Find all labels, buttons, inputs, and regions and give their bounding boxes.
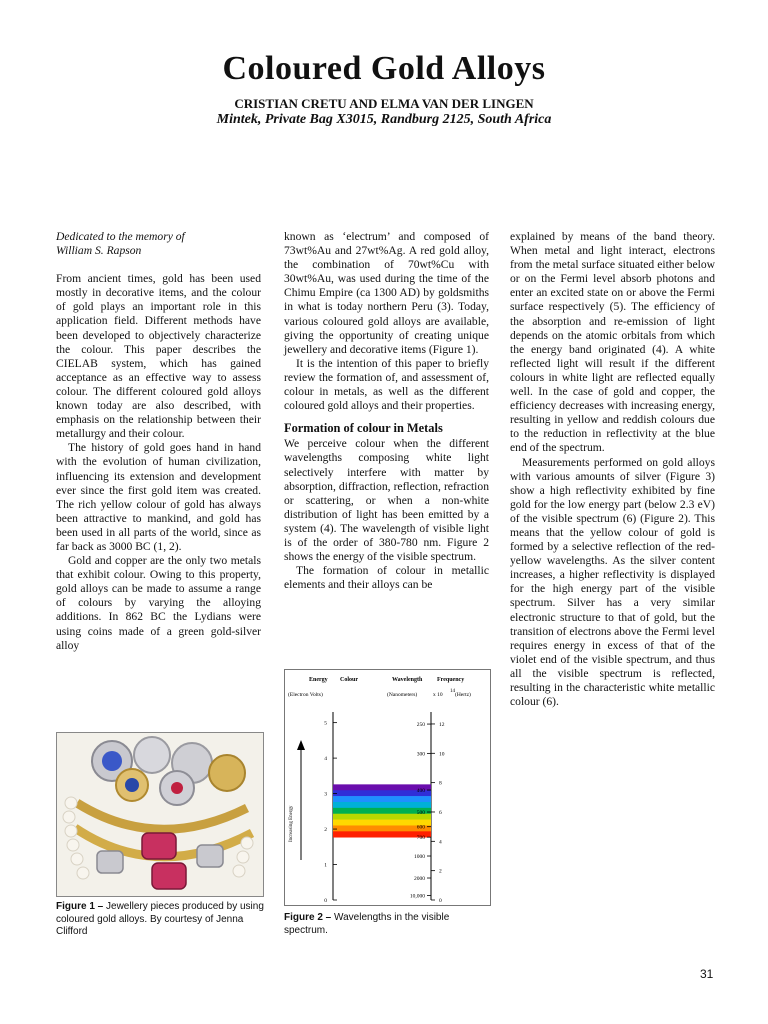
column-1 — [56, 230, 261, 653]
authors: CRISTIAN CRETU AND ELMA VAN DER LINGEN — [234, 96, 534, 111]
spectrum-band — [333, 796, 431, 802]
frequency-tick-label: 6 — [439, 809, 442, 816]
paragraph: The history of gold goes hand in hand with the evolution of human civilization, influencing its extension and development ever since the first gold item was created. The rich yellow colour of gold has always been attractive to mankind, and gold has been used in all parts of the world, since as far back as 3000 BC (1, 2). — [56, 441, 261, 553]
figure-2-chart — [284, 669, 491, 906]
subheader-ev: (Electron Volts) — [288, 692, 323, 698]
wavelength-tick-label: 400 — [416, 788, 425, 795]
energy-tick-label: 0 — [324, 898, 327, 904]
header-wavelength: Wavelength — [392, 677, 423, 683]
figure-1-photo — [56, 732, 264, 897]
paragraph: Gold and copper are the only two metals that exhibit colour. Owing to this property, gold alloys can be made to assume a range of colours by varying the alloying additions. In 862 BC the Lydians were using coins made of a green gold-silver alloy — [56, 554, 261, 652]
jewellery-illustration — [57, 733, 263, 896]
column-2 — [284, 230, 489, 592]
paragraph: We perceive colour when the different wavelengths composing white light selectively interfere with matter by absorption, diffraction, reflection, refraction or scattering, or when a non-white distribution of light has been emitted by a system (4). The wavelength of visible light is of the order of 380-780 nm. Figure 2 shows the energy of the visible spectrum. — [284, 437, 489, 564]
wavelength-tick-label: 1000 — [414, 854, 425, 861]
paragraph: Measurements performed on gold alloys with various amounts of silver (Figure 3) show a high reflectivity exhibited by fine gold for the low energy part (below 2.3 eV) of the visible spectrum (6) (Figure 2). This means that the yellow colour of gold is formed by a selective reflection of the red-yellow wavelengths. As the silver content increases, a higher reflectivity is displayed for the high energy part of the visible spectrum. Silver has a very similar electronic structure to that of gold, but the transition of electrons above the Fermi level requires energy in excess of that of the violet end of the visible spectrum, and thus all the visible spectrum is reflected, resulting in the characteristic white metallic colour (6). — [510, 455, 715, 709]
dedication: Dedicated to the memory of William S. Rapson — [56, 230, 185, 258]
axis-label: Increasing Energy — [289, 805, 294, 842]
subheader-exp: 14 — [450, 689, 455, 694]
energy-tick-label: 3 — [324, 791, 327, 798]
caption-text: Jewellery pieces produced by using coloured gold alloys. By courtesy of Jenna Clifford — [56, 901, 264, 937]
paragraph: known as ‘electrum’ and composed of 73wt%Au and 27wt%Ag. A red gold alloy, the combination of 70wt%Cu with 30wt%Au, was used during the time of the Chimu Empire (ca 1300 AD) by goldsmiths in what is today northern Peru (3). Today, various coloured gold alloys are available, giving the opportunity of creating unique jewellery and decorative items (Figure 1). — [284, 230, 489, 356]
wavelength-tick-label: 700 — [416, 835, 425, 842]
wavelength-tick-label: 250 — [416, 722, 425, 729]
paragraph: It is the intention of this paper to briefly review the formation of, and assessment of, colour in metals, as well as the different coloured gold alloys and their properties. — [284, 356, 489, 413]
page-title: Coloured Gold Alloys — [222, 50, 546, 87]
energy-tick-label: 4 — [324, 756, 327, 763]
frequency-tick-label: 10 — [439, 751, 445, 758]
figure-2-caption — [284, 912, 494, 937]
subheader-nm: (Nanometers) — [387, 692, 418, 698]
wavelength-tick-label: 500 — [416, 810, 425, 817]
wavelength-tick-label: 300 — [416, 751, 425, 758]
page-number: 31 — [700, 967, 714, 981]
header-energy: Energy — [309, 677, 328, 683]
frequency-tick-label: 2 — [439, 868, 442, 875]
frequency-tick-label: 8 — [439, 780, 442, 787]
figure-label: Figure 2 – — [284, 912, 332, 923]
spectrum-svg — [285, 670, 490, 905]
energy-tick-label: 2 — [324, 827, 327, 834]
frequency-ticks — [431, 722, 445, 904]
energy-tick-label: 1 — [324, 862, 327, 869]
wavelength-tick-label: 10,000 — [409, 893, 425, 900]
arrow-head-icon — [297, 740, 305, 750]
paragraph: The formation of colour in metallic elements and their alloys can be — [284, 564, 489, 592]
wavelength-tick-label: 600 — [416, 824, 425, 831]
paragraph: From ancient times, gold has been used mostly in decorative items, and the colour of gold plays an important role in this application field. Different methods have been developed to objectively characterize the colour. This paper describes the CIELAB system, which has gained acceptance as an effective way to assess colour. The different coloured gold alloys known today are also described, with emphasis on the relationship between their metallurgy and their colour. — [56, 272, 261, 441]
column-3 — [510, 230, 715, 709]
wavelength-tick-label: 2000 — [414, 876, 425, 883]
figure-label: Figure 1 – — [56, 901, 104, 912]
affiliation: Mintek, Private Bag X3015, Randburg 2125, South Africa — [216, 112, 552, 127]
subheader-hz: (Hertz) — [455, 692, 471, 698]
subheader-x10: x 10 — [433, 692, 443, 698]
frequency-tick-label: 0 — [439, 898, 442, 904]
frequency-tick-label: 12 — [439, 721, 445, 728]
header-frequency: Frequency — [437, 677, 465, 683]
spectrum-band — [333, 802, 431, 808]
section-heading: Formation of colour in Metals — [284, 421, 443, 436]
frequency-tick-label: 4 — [439, 839, 442, 846]
energy-tick-label: 5 — [324, 720, 327, 727]
paragraph: explained by means of the band theory. When metal and light interact, electrons from the metal surface situated either below or on the Fermi level absorb photons and enter an excited state on or above the Fermi surface respectively (5). The efficiency of the absorption and re-emission of light depends on the atomic orbitals from which the energy band originated (4). A white reflected light will result if the different colours in white light are reflected equally well. In the case of gold and copper, the efficiency decreases with increasing energy, resulting in yellow and reddish colours due to the reduction in reflectivity at the blue end of the spectrum. — [510, 230, 715, 455]
header-colour: Colour — [340, 677, 358, 683]
caption-text: Wavelengths in the visible spectrum. — [284, 912, 450, 936]
figure-1-caption — [56, 901, 266, 939]
